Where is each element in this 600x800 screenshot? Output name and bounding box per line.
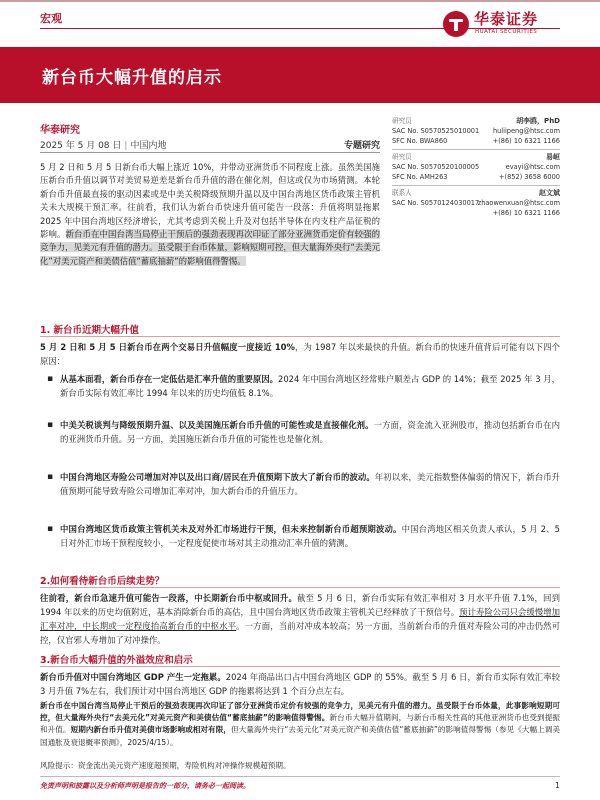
section-3-title: 3.新台币大幅升值的外溢效应和启示 xyxy=(40,655,193,666)
analyst-panel xyxy=(392,116,560,218)
section-2-underlined: 预计寿险公司只会缓慢增加汇率对冲，中长期或一定程度抬高新台币的中枢水平 xyxy=(40,607,560,631)
section-1-rule xyxy=(40,336,560,337)
analyst-phone: +(852) 3658 6000 xyxy=(498,173,560,181)
analyst-sac: SAC No. S0570520100005 xyxy=(392,163,480,171)
analyst-name: 易峘 xyxy=(546,153,560,161)
analyst-sac: SAC No. S0570124030017 xyxy=(392,199,480,207)
section-3-rule xyxy=(40,666,560,667)
section-3-paragraph-1 xyxy=(40,670,560,698)
section-1-lead xyxy=(40,340,560,368)
bullet-text: 年初以来，美元指数整体偏弱的情况下，新台币升值预期可能导致寿险公司增加汇率对冲，加大新台币的升值压力。 xyxy=(60,472,560,496)
analyst-sfc: SFC No. AMH263 xyxy=(392,173,448,181)
analyst-block xyxy=(392,152,560,186)
section-2-paragraph xyxy=(40,591,560,647)
bullet-bold: 中国台湾地区货币政策主管机关未及对外汇市场进行干预，但未来控制新台币超预期波动。 xyxy=(60,524,402,534)
report-date: 2025 年 5 月 08 日 xyxy=(40,141,122,151)
summary-part1: 5 月 2 日和 5 月 5 日新台币大幅上涨近 10%，并带动亚洲货币不同程度上涨。虽然美国施压新台币升值以调节对美贸易逆差是新台币升值的潜在催化剂，但这或仅为市场猜测。本轮新台币升值最直接的驱动因素或是中美关税降级预期升温以及中国台湾地区货币政策主管机关未大规模干预汇率。往前看，我们认为新台币快速升值可能告一段落：升值将明显拖累 2025 年中国台湾地区经济增长，尤其考虑到关税上升及对包括半导体在内支柱产品征税的影响。 xyxy=(40,162,380,240)
section-3-p2-bold: 新台币在中国台湾当局停止干预后的强劲表现再次印证了部分亚洲货币定价有较强的竞争力，见美元有升值的潜力。虽受限于台币体量，此事影响短期可控，但大量海外央行“去美元化”对美元资产和美债估值“蓄底抽薪”的影响值得警惕。 xyxy=(40,701,560,723)
title-banner xyxy=(0,47,600,103)
section-3-p2-text: 新台币大幅升值期间，与新台币相关性高的其他亚洲货币也受到提振和升值。 xyxy=(40,713,560,735)
section-2-text-end: 。一方面，当前对冲成本较高；另一方面，当前新台币的升值对寿险公司的冲击仍然可控，仅官邪人寿增加了对冲操作。 xyxy=(40,621,560,645)
bullet-text: 一方面，资金流入亚洲股市，推动包括新台币在内的亚洲货币升值。另一方面，美国施压新台币升值的可能性也是催化剂。 xyxy=(60,420,561,444)
bullet-icon: ▪ xyxy=(47,524,54,534)
page-number: 1 xyxy=(554,781,560,790)
bullet-item xyxy=(47,522,561,550)
analyst-divider xyxy=(392,149,560,150)
bullet-bold: 中美关税谈判与降级预期升温、以及美国施压新台币升值的可能性或是直接催化剂。 xyxy=(60,420,374,430)
analyst-role: 联系人 xyxy=(392,189,412,197)
section-3-text: 2024 年商品出口占中国台湾地区 GDP 的 55%。截至 5 月 6 日，新台币实际有效汇率较 3 月升值 7%左右，我们预计对中国台湾地区 GDP 的拖累将达到 1 个百分点左右。 xyxy=(40,672,560,696)
section-1-lead-text: ，为 1987 年以来最快的升值。新台币的快速升值背后可能有以下四个原因： xyxy=(40,342,560,366)
top-line xyxy=(0,0,600,2)
analyst-sfc: SFC No. BWA860 xyxy=(392,137,448,145)
analyst-name: 赵文斌 xyxy=(539,189,560,197)
bullet-bold: 中国台湾地区寿险公司增加对冲以及出口商/居民在升值预期下放大了新台币的波动。 xyxy=(60,472,375,482)
bullet-bold: 从基本面看，新台币存在一定低估是汇率升值的重要原因。 xyxy=(60,374,278,384)
section-1-title: 1. 新台币近期大幅升值 xyxy=(40,325,140,336)
section-2-bold: 往前看，新台币急速升值可能告一段落，中长期新台币中枢或回升。 xyxy=(40,593,298,603)
analyst-block xyxy=(392,188,560,218)
brand-logo xyxy=(442,8,560,40)
summary-part2-highlight: 新台币在中国台湾当局停止干预后的强劲表现再次印证了部分亚洲货币定价有较强的竞争力，见美元有升值的潜力。虽受限于台币体量，影响短期可控，但大量海外央行“去美元化”对美元资产和美债估值“蓄底抽薪”的影响值得警惕。 xyxy=(40,229,381,266)
report-title: 新台币大幅升值的启示 xyxy=(42,68,222,88)
brand-name-en: HUATAI SECURITIES xyxy=(475,29,538,35)
section-3-p2-end: 但大量海外央行“去美元化”对美元资产和美债估值“蓄底抽薪”的影响值得警惕（参见《大幅上调美国通胀及衰退概率预测》，2025/4/15）。 xyxy=(40,725,561,747)
footer-rule xyxy=(40,776,560,777)
bullet-item xyxy=(47,418,561,446)
brand-name-cn: 华泰证券 xyxy=(474,10,539,28)
summary-paragraph xyxy=(40,161,380,268)
bullet-icon: ▪ xyxy=(47,374,54,384)
bullet-icon: ▪ xyxy=(47,420,54,430)
analyst-name: 胡李鸥，PhD xyxy=(516,117,560,125)
analyst-sac: SAC No. S0570525010001 xyxy=(392,127,480,135)
report-region: 中国内地 xyxy=(130,141,167,151)
report-series: 华泰研究 xyxy=(40,125,80,136)
section-3-bold: 新台币升值对中国台湾地区 GDP 产生一定拖累。 xyxy=(40,672,226,682)
risk-warning: 风险提示：资金流出美元资产速度超预期，寿险机构对冲操作规模超预期。 xyxy=(40,761,291,770)
analyst-email[interactable]: zhaowenxuan@htsc.com xyxy=(477,199,560,207)
bullet-item xyxy=(47,372,560,400)
analyst-phone: +(86) 10 6321 1166 xyxy=(492,137,560,145)
footer-disclaimer: 免责声明和披露以及分析师声明是报告的一部分，请务必一起阅读。 xyxy=(40,782,250,790)
section-3-paragraph-2 xyxy=(40,700,560,749)
huatai-logo-icon xyxy=(442,10,470,38)
analyst-email[interactable]: huliipeng@htsc.com xyxy=(492,127,560,135)
date-line: 2025 年 5 月 08 日 | 中国内地 专题研究 xyxy=(40,138,380,151)
section-2-rule xyxy=(40,587,560,588)
section-2-text: 截至 5 月 6 日，新台币实际有效汇率相对 3 月水平升值 7.1%，回到 1994 年以来的历史均值附近，基本消除新台币的高估，且中国台湾地区货币政策主管机关已经释放了干预信号。 xyxy=(40,593,560,617)
bullet-item xyxy=(47,470,560,498)
bullet-icon: ▪ xyxy=(47,472,54,482)
analyst-divider xyxy=(392,185,560,186)
analyst-email[interactable]: evayi@htsc.com xyxy=(505,163,560,171)
section-3-p2-bold2: 短期内新台币升值对美债市场影响或相对有限， xyxy=(70,725,231,735)
bullet-text: 2024 年中国台湾地区经常账户顺差占 GDP 的 14%；截至 2025 年 3 月，新台币实际有效汇率比 1994 年以来的历史均值低 8.1%。 xyxy=(60,374,560,398)
analyst-role: 研究员 xyxy=(392,117,412,125)
analyst-block xyxy=(392,116,560,150)
section-2-title: 2.如何看待新台币后续走势？ xyxy=(40,576,165,587)
analyst-phone: +(86) 10 6321 1166 xyxy=(492,209,560,217)
report-category: 宏观 xyxy=(40,12,62,25)
analyst-role: 研究员 xyxy=(392,153,412,161)
bullet-text: 中国台湾地区相关负责人承认，5 月 2、5 日对外汇市场干预程度较小，一定程度促使市场对其主动推动汇率升值的猜测。 xyxy=(60,524,561,548)
section-1-lead-bold: 5 月 2 日和 5 月 5 日新台币在两个交易日升值幅度一度接近 10% xyxy=(40,342,295,352)
report-type: 专题研究 xyxy=(343,141,380,151)
date-rule xyxy=(40,152,380,153)
